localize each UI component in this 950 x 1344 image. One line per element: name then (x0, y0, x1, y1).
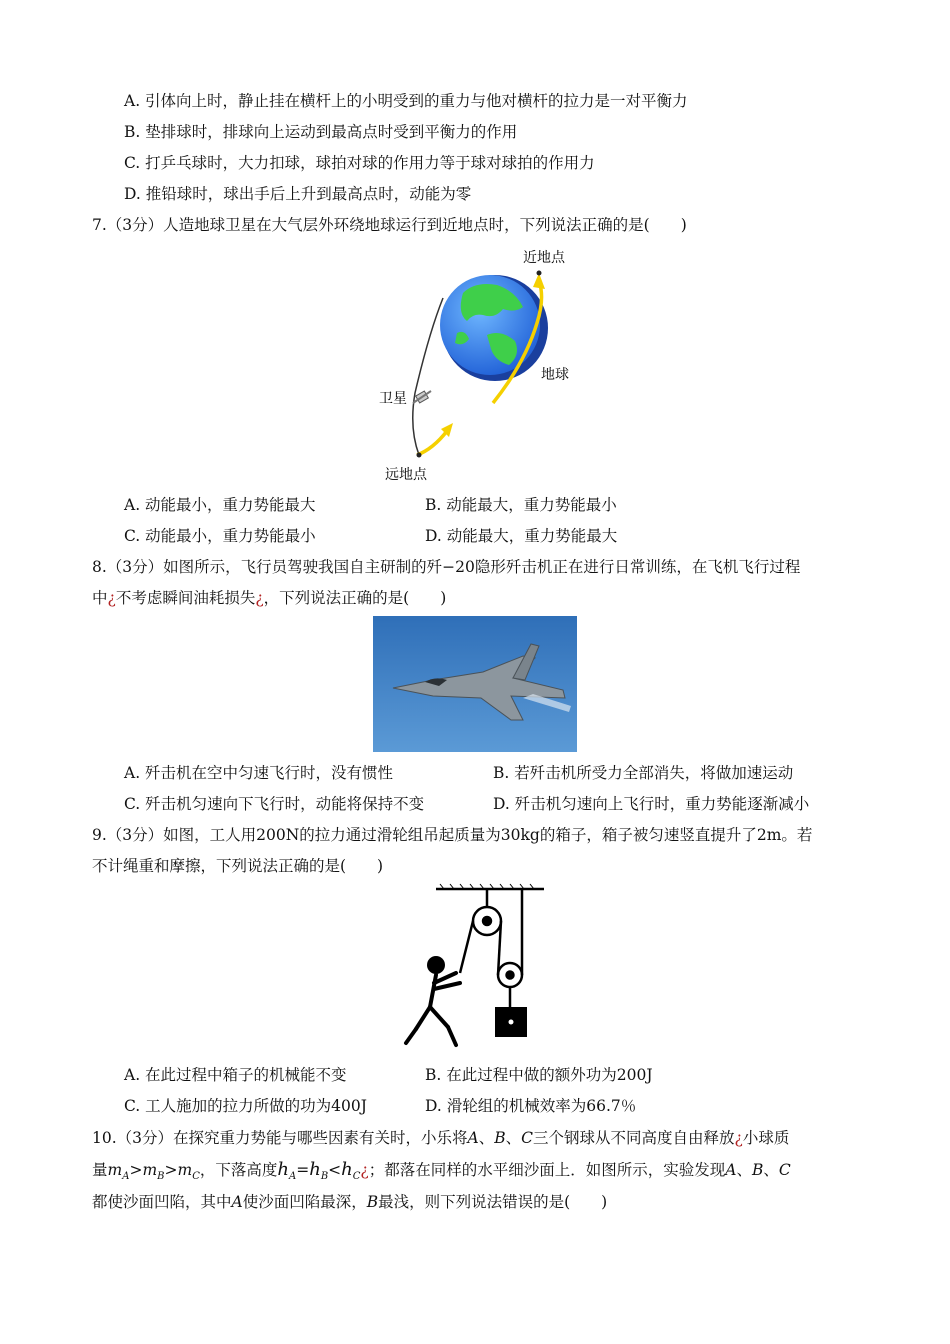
q10-stem-line2: 量$m_A>m_B>m_C$，下落高度$h_A=h_B<h_C¿$；都落在同样的水平细沙面上．如图所示，实验发现A、B、C (92, 1159, 791, 1183)
label-perigee: 近地点 (523, 250, 565, 266)
q6-option-a: A. 引体向上时，静止挂在横杆上的小明受到的重力与他对横杆的拉力是一对平衡力 (124, 92, 688, 110)
motion-arrow (417, 431, 447, 455)
perigee-point (537, 271, 542, 276)
q8-option-b: B. 若歼击机所受力全部消失，将做加速运动 (493, 764, 794, 782)
q9-option-c: C. 工人施加的拉力所做的功为400J (124, 1097, 367, 1115)
q7-stem: 7.（3分）人造地球卫星在大气层外环绕地球运行到近地点时，下列说法正确的是( ) (92, 216, 687, 234)
q6-option-b: B. 垫排球时，排球向上运动到最高点时受到平衡力的作用 (124, 123, 518, 141)
q6-option-d: D. 推铅球时，球出手后上升到最高点时，动能为零 (124, 185, 472, 203)
orbit-path (413, 298, 443, 455)
q9-stem-line1: 9.（3分）如图，工人用200N的拉力通过滑轮组吊起质量为30kg的箱子，箱子被匀速竖直提升了2m。若 (92, 826, 813, 844)
q7-option-d: D. 动能最大，重力势能最大 (425, 527, 618, 545)
q10-stem-line3: 都使沙面凹陷，其中A使沙面凹陷最深，B最浅，则下列说法错误的是( ) (92, 1193, 608, 1211)
q8-option-a: A. 歼击机在空中匀速飞行时，没有惯性 (124, 764, 394, 782)
q8-stem-line2: 中¿不考虑瞬间油耗损失¿，下列说法正确的是( ) (92, 589, 447, 607)
q9-option-a: A. 在此过程中箱子的机械能不变 (124, 1066, 347, 1084)
fighter-jet-photo (373, 616, 577, 752)
rope-pull (460, 921, 473, 973)
label-earth: 地球 (541, 367, 569, 383)
label-apogee: 远地点 (385, 467, 427, 483)
apogee-point (417, 453, 422, 458)
q9-stem-line2: 不计绳重和摩擦，下列说法正确的是( ) (92, 857, 384, 875)
q8-stem-line1: 8.（3分）如图所示，飞行员驾驶我国自主研制的歼−20隐形歼击机正在进行日常训练，在飞机飞行过程 (92, 558, 801, 576)
q9-option-b: B. 在此过程中做的额外功为200J (425, 1066, 653, 1084)
q7-option-c: C. 动能最小，重力势能最小 (124, 527, 316, 545)
q8-option-d: D. 歼击机匀速向上飞行时，重力势能逐渐减小 (493, 795, 810, 813)
q7-option-a: A. 动能最小，重力势能最大 (124, 496, 316, 514)
satellite-orbit-figure (375, 243, 575, 488)
q10-stem-line1: 10.（3分）在探究重力势能与哪些因素有关时，小乐将A、B、C三个钢球从不同高度自由释放¿小球质 (92, 1129, 790, 1147)
q8-option-c: C. 歼击机匀速向下飞行时，动能将保持不变 (124, 795, 425, 813)
label-satellite: 卫星 (379, 391, 407, 407)
q9-option-d: D. 滑轮组的机械效率为66.7％ (425, 1097, 637, 1115)
pulley-system-figure (398, 883, 548, 1053)
worker-figure (406, 956, 460, 1045)
q6-option-c: C. 打乒乓球时，大力扣球，球拍对球的作用力等于球对球拍的作用力 (124, 154, 595, 172)
q7-option-b: B. 动能最大，重力势能最小 (425, 496, 617, 514)
